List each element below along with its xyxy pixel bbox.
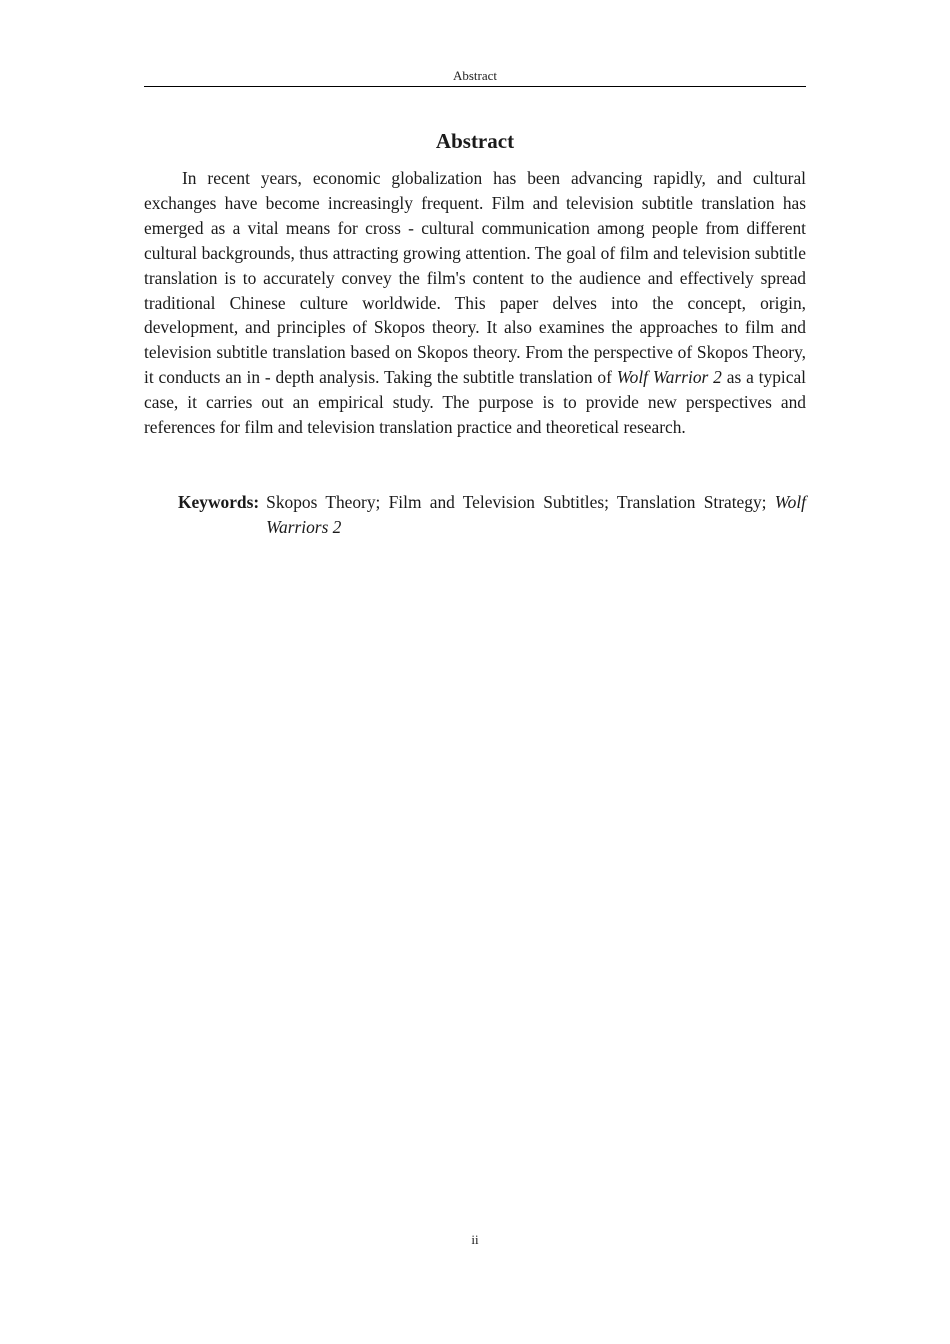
- abstract-paragraph: [144, 166, 806, 440]
- keywords-italic-term: Wolf Warriors 2: [266, 492, 806, 537]
- page-title: Abstract: [435, 129, 515, 153]
- keywords-label: Keywords:: [178, 492, 260, 512]
- keywords-block: [178, 490, 806, 540]
- header-rule: [144, 86, 806, 87]
- running-header: Abstract: [452, 68, 498, 83]
- abstract-text-part-2: as a typical case, it carries out an empirical study. The purpose is to provide new perspectives and references for film and television translation practice and theoretical research.: [144, 367, 806, 438]
- abstract-text-part-1: In recent years, economic globalization has been advancing rapidly, and cultural exchanges have become increasingly frequent. Film and television subtitle translation has emerged as a vital means for cross - cultural communication among people from different cultural backgrounds, thus attracting growing attention. The goal of film and television subtitle translation is to accurately convey the film's content to the audience and effectively spread traditional Chinese culture worldwide. This paper delves into the concept, origin, development, and principles of Skopos theory. It also examines the approaches to film and television subtitle translation based on Skopos theory. From the perspective of Skopos Theory, it conducts an in - depth analysis. Taking the subtitle translation of: [144, 168, 806, 388]
- keywords-list: [266, 490, 806, 540]
- keywords-terms: Skopos Theory; Film and Television Subtitles; Translation Strategy;: [266, 492, 775, 512]
- film-title-italic: Wolf Warrior 2: [616, 367, 722, 388]
- page-number: ii: [471, 1232, 479, 1247]
